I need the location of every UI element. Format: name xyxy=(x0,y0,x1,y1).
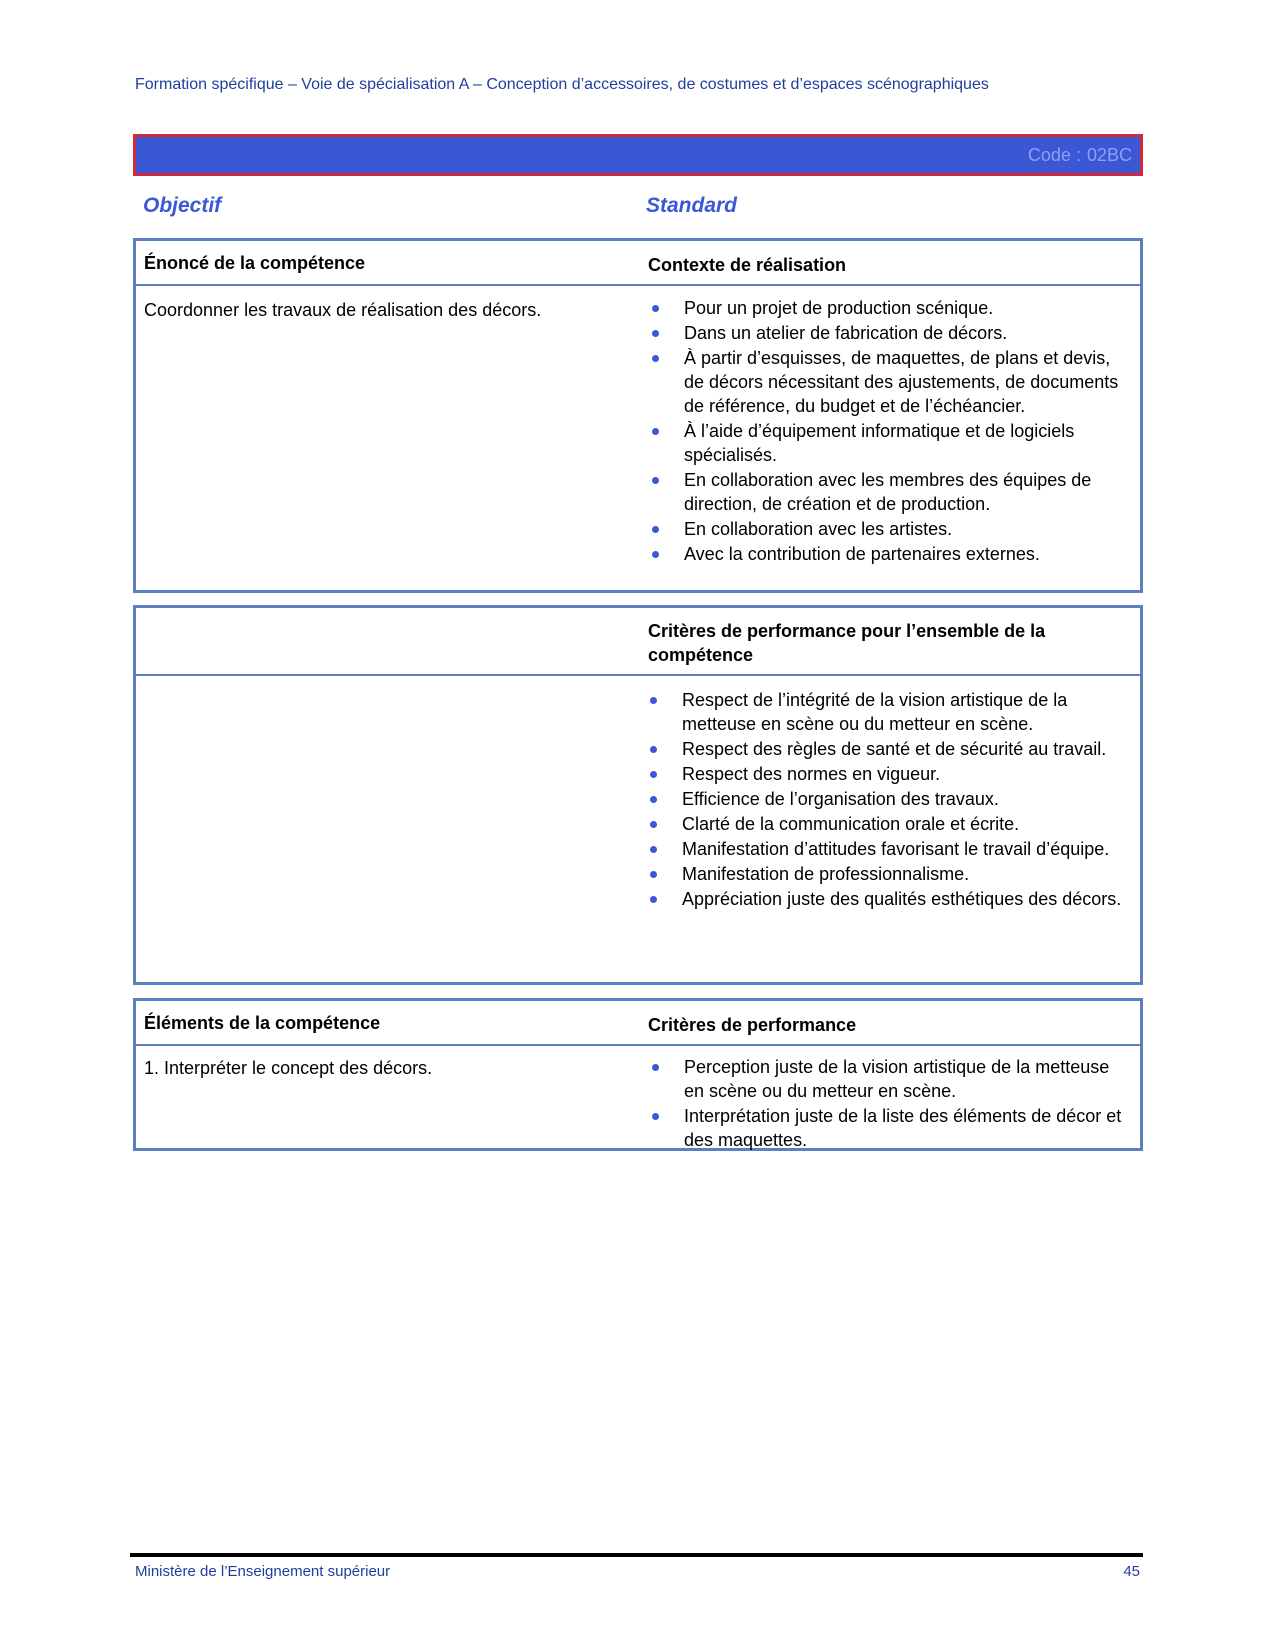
competence-table xyxy=(133,238,1143,593)
list-item: Clarté de la communication orale et écrite. xyxy=(646,812,1124,836)
list-item: Avec la contribution de partenaires externes. xyxy=(648,542,1126,566)
overall-criteria-list xyxy=(646,688,1124,912)
element-item: 1. Interpréter le concept des décors. xyxy=(144,1058,433,1078)
statement-header: Énoncé de la compétence xyxy=(144,253,366,273)
overall-criteria-header xyxy=(136,608,1140,676)
list-item: En collaboration avec les artistes. xyxy=(648,517,1126,541)
ministry-name: Ministère de l’Enseignement supérieur xyxy=(135,1563,391,1580)
list-item: Respect des normes en vigueur. xyxy=(646,762,1124,786)
elements-header: Éléments de la compétence xyxy=(144,1013,381,1033)
code-label: Code : xyxy=(1027,144,1081,165)
list-item: En collaboration avec les membres des équipes de direction, de création et de production. xyxy=(648,468,1126,516)
context-list xyxy=(648,296,1126,567)
elements-table-header xyxy=(136,1001,1140,1046)
list-item: À l’aide d’équipement informatique et de logiciels spécialisés. xyxy=(648,419,1126,467)
page-number: 45 xyxy=(1123,1563,1140,1580)
list-item: Manifestation de professionnalisme. xyxy=(646,862,1124,886)
code-value: 02BC xyxy=(1086,144,1132,165)
code-banner xyxy=(133,134,1143,176)
context-header: Contexte de réalisation xyxy=(648,255,847,275)
criteria-header: Critères de performance xyxy=(648,1015,857,1035)
list-item: Respect de l’intégrité de la vision artistique de la metteuse en scène ou du metteur en scène. xyxy=(646,688,1124,736)
list-item: À partir d’esquisses, de maquettes, de plans et devis, de décors nécessitant des ajustements, de documents de référence, du budget et de l’échéancier. xyxy=(648,346,1126,418)
standard-heading: Standard xyxy=(646,194,738,217)
list-item: Efficience de l’organisation des travaux. xyxy=(646,787,1124,811)
page-footer xyxy=(135,1563,1140,1580)
overall-criteria-table xyxy=(133,605,1143,985)
list-item: Respect des règles de santé et de sécurité au travail. xyxy=(646,737,1124,761)
competence-table-header xyxy=(136,241,1140,286)
footer-divider xyxy=(130,1553,1143,1557)
elements-table xyxy=(133,998,1143,1151)
competence-statement: Coordonner les travaux de réalisation des décors. xyxy=(144,300,542,320)
objectif-heading: Objectif xyxy=(143,194,222,217)
list-item: Appréciation juste des qualités esthétiques des décors. xyxy=(646,887,1124,911)
running-header: Formation spécifique – Voie de spécialisation A – Conception d’accessoires, de costumes et d’espaces scénographiques xyxy=(135,76,989,93)
list-item: Pour un projet de production scénique. xyxy=(648,296,1126,320)
element-criteria-list xyxy=(648,1055,1126,1153)
list-item: Dans un atelier de fabrication de décors. xyxy=(648,321,1126,345)
list-item: Manifestation d’attitudes favorisant le travail d’équipe. xyxy=(646,837,1124,861)
list-item: Perception juste de la vision artistique de la metteuse en scène ou du metteur en scène. xyxy=(648,1055,1126,1103)
list-item: Interprétation juste de la liste des éléments de décor et des maquettes. xyxy=(648,1104,1126,1152)
section-subheads xyxy=(143,194,1143,220)
overall-criteria-title: Critères de performance pour l’ensemble de la compétence xyxy=(648,621,1046,665)
